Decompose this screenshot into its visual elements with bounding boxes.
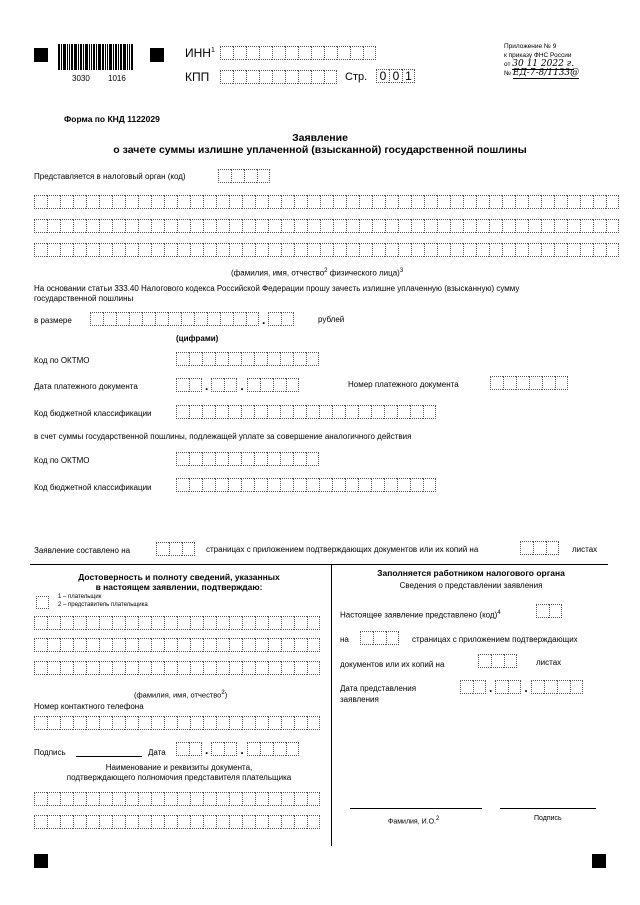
date-label: Дата bbox=[148, 748, 166, 757]
employee-signature-line[interactable] bbox=[500, 808, 596, 809]
page-title: Заявление о зачете суммы излишне уплаченной (взысканной) государственной пошлины bbox=[113, 132, 527, 156]
right-heading: Заполняется работником налогового органа bbox=[377, 568, 565, 578]
employee-fio-caption: Фамилия, И.О.$^2$ bbox=[388, 816, 440, 826]
fio-row-3[interactable] bbox=[34, 243, 619, 257]
signer-fio-row-1[interactable] bbox=[34, 616, 320, 630]
payment-number-field[interactable] bbox=[490, 376, 568, 390]
employee-fio-line[interactable] bbox=[350, 808, 482, 809]
basis-text: На основании статьи 333.40 Налогового кодекса Российской Федерации прошу зачесть излишне уплаченную (взысканную) сумму государственной пошлины bbox=[34, 284, 520, 303]
employee-signature-caption: Подпись bbox=[534, 815, 562, 822]
payer-type-box[interactable] bbox=[36, 596, 49, 609]
appendix-number-handwritten: ЕД-7-8/1133@ bbox=[512, 68, 580, 78]
inn-field[interactable] bbox=[220, 46, 376, 60]
kpp-label: КПП bbox=[185, 70, 210, 84]
kbk2-label: Код бюджетной классификации bbox=[34, 483, 152, 492]
tax-organ-label: Представляется в налоговый орган (код) bbox=[34, 172, 186, 181]
signature-label: Подпись bbox=[34, 748, 66, 757]
page-digit-2: 0 bbox=[389, 69, 402, 83]
presentation-date-field[interactable]: . . bbox=[460, 680, 583, 694]
section-vertical-divider bbox=[331, 564, 332, 846]
signer-fio-row-3[interactable] bbox=[34, 661, 320, 675]
kpp-field[interactable] bbox=[220, 70, 337, 84]
form-code: Форма по КНД 1122029 bbox=[64, 114, 160, 124]
page-digit-3: 1 bbox=[402, 69, 415, 83]
phone-field[interactable] bbox=[34, 716, 320, 730]
corner-marker-top-left bbox=[34, 48, 48, 62]
fio-row-1[interactable] bbox=[34, 195, 619, 209]
oktmo-label: Код по ОКТМО bbox=[34, 356, 90, 365]
presentation-date-label: Дата представления заявления bbox=[340, 684, 417, 704]
fio-row-2[interactable] bbox=[34, 219, 619, 233]
sheets-count-field[interactable] bbox=[520, 541, 559, 555]
signature-line[interactable] bbox=[76, 756, 142, 757]
authority-doc-row-2[interactable] bbox=[34, 815, 320, 829]
kbk2-field[interactable] bbox=[176, 478, 436, 492]
right-subheading: Сведения о представлении заявления bbox=[399, 581, 543, 590]
pages-count-field[interactable] bbox=[156, 542, 195, 556]
kbk-label: Код бюджетной классификации bbox=[34, 409, 152, 418]
oktmo2-field[interactable] bbox=[176, 452, 319, 466]
tax-organ-code-field[interactable] bbox=[218, 169, 270, 183]
oktmo-field[interactable] bbox=[176, 352, 319, 366]
page-label: Стр. bbox=[345, 71, 368, 83]
amount-unit: рублей bbox=[318, 315, 345, 324]
presented-code-label: Настоящее заявление представлено (код)$^4$ bbox=[340, 610, 501, 620]
appendix-date-handwritten: 30 11 2022 г. bbox=[512, 59, 575, 69]
right-sheets-field[interactable] bbox=[478, 654, 517, 668]
pages-prefix: Заявление составлено на bbox=[34, 546, 131, 555]
payer-type-options: 1 – плательщик 2 – представитель плательщика bbox=[58, 594, 148, 608]
right-pages-text: страницах с приложением подтверждающих bbox=[412, 635, 578, 644]
authority-doc-row-1[interactable] bbox=[34, 792, 320, 806]
right-docs-text: документов или их копий на bbox=[340, 660, 445, 669]
kbk-field[interactable] bbox=[176, 405, 436, 419]
barcode bbox=[58, 44, 134, 70]
corner-marker-bottom-left bbox=[34, 854, 48, 868]
amount-caption: (цифрами) bbox=[176, 334, 219, 343]
right-on-label: на bbox=[340, 635, 349, 644]
barcode-number-right: 1016 bbox=[108, 74, 126, 83]
page-digit-1: 0 bbox=[376, 69, 389, 83]
inn-label: ИНН$^1$ bbox=[185, 46, 215, 60]
right-pages-field[interactable] bbox=[360, 631, 399, 645]
pages-middle: страницах с приложением подтверждающих документов или их копий на bbox=[206, 545, 479, 554]
amount-label: в размере bbox=[34, 316, 72, 325]
corner-marker-bottom-right bbox=[592, 854, 606, 868]
payment-date-label: Дата платежного документа bbox=[34, 382, 138, 391]
authority-doc-heading: Наименование и реквизиты документа, подтверждающего полномочия представителя плательщика bbox=[66, 763, 292, 782]
signature-date-field[interactable]: . . bbox=[176, 742, 299, 756]
corner-marker-top-right bbox=[150, 48, 164, 62]
appendix-block: Приложение № 9 к приказу ФНС России от 30 11 2022 г. № ЕД-7-8/1133@ bbox=[504, 43, 580, 78]
signer-fio-row-2[interactable] bbox=[34, 638, 320, 652]
payment-date-field[interactable]: . . bbox=[176, 378, 299, 392]
amount-field[interactable]: . bbox=[90, 312, 294, 326]
oktmo2-label: Код по ОКТМО bbox=[34, 456, 90, 465]
barcode-number-left: 3030 bbox=[72, 74, 90, 83]
page-number-field bbox=[376, 69, 415, 83]
fio-caption: (фамилия, имя, отчество$^2$ физического лица)$^3$ bbox=[231, 268, 404, 278]
right-sheets-label: листах bbox=[536, 658, 562, 667]
confirm-heading: Достоверность и полноту сведений, указанных в настоящем заявлении, подтверждаю: bbox=[78, 572, 280, 592]
phone-label: Номер контактного телефона bbox=[34, 702, 144, 711]
payment-number-label: Номер платежного документа bbox=[348, 380, 459, 389]
pages-suffix: листах bbox=[572, 545, 598, 554]
section-divider bbox=[30, 564, 608, 565]
signer-fio-caption: (фамилия, имя, отчество$^2$) bbox=[134, 690, 228, 700]
presented-code-field[interactable] bbox=[536, 604, 562, 618]
account-text: в счет суммы государственной пошлины, подлежащей уплате за совершение аналогичного действия bbox=[34, 432, 412, 441]
